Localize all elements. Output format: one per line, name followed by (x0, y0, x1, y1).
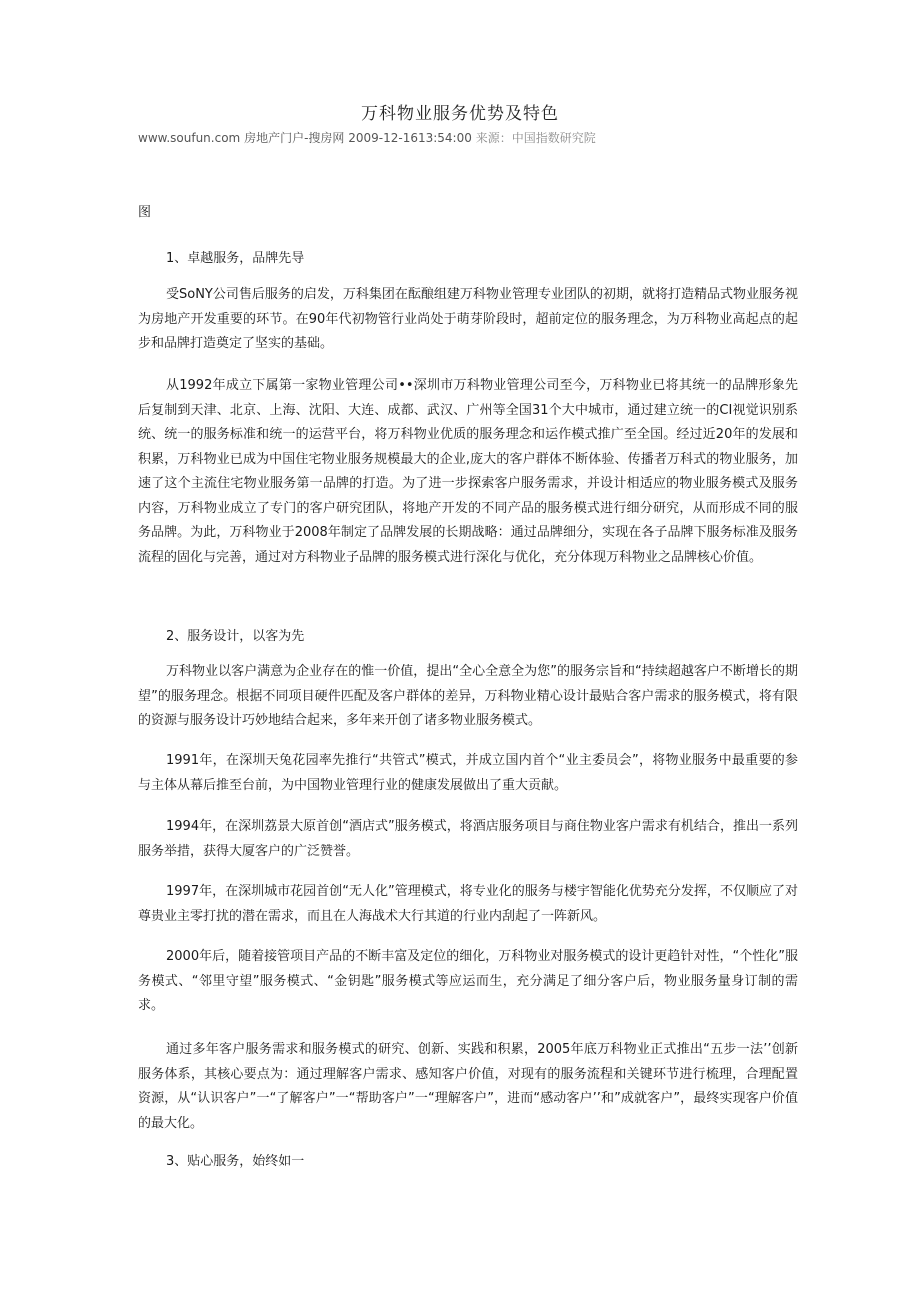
paragraph-2-4: 1997年，在深圳城市花园首创“无人化”管理模式，将专业化的服务与楼宇智能化优势充分发挥，不仅顺应了对尊贵业主零打扰的潜在需求，而且在人海战术大行其道的行业内刮起了一阵新风。 (138, 884, 798, 924)
paragraph-2-2: 1991年，在深圳天兔花园率先推行“共管式”模式，并成立国内首个“业主委员会”，将物业服务中最重要的参与主体从幕后推至台前，为中国物业管理行业的健康发展做出了重大贡献。 (138, 753, 798, 793)
paragraph-2-1: 万科物业以客户满意为企业存在的惟一价值，提出“全心全意全为您”的服务宗旨和“持续超越客户不断增长的期望”的服务理念。根据不同项目硬件匹配及客户群体的差异，万科物业精心设计最贴合客户需求的服务模式，将有限的资源与服务设计巧妙地结合起来，多年来开创了诸多物业服务模式。 (138, 664, 798, 728)
publish-datetime: 2009-12-1613:54:00 (348, 131, 472, 145)
section-heading-1: 1、卓越服务，品牌先导 (166, 251, 305, 266)
article-meta (138, 129, 596, 146)
site-name: 房地产门户-搜房网 (244, 131, 345, 145)
article-title: 万科物业服务优势及特色 (361, 104, 559, 124)
paragraph-1-1: 受SoNY公司售后服务的启发，万科集团在酝酿组建万科物业管理专业团队的初期，就将打造精品式物业服务视为房地产开发重要的环节。在90年代初物管行业尚处于萌芽阶段时，超前定位的服务理念，为万科物业高起点的起步和品牌打造奠定了坚实的基础。 (138, 287, 798, 351)
paragraph-2-5: 2000年后，随着接管项目产品的不断丰富及定位的细化，万科物业对服务模式的设计更趋针对性，“个性化”服务模式、“邻里守望”服务模式、“金钥匙”服务模式等应运而生，充分满足了细分客户后，物业服务量身订制的需求。 (138, 949, 798, 1013)
section-heading-3: 3、贴心服务，始终如一 (166, 1154, 305, 1169)
article-source: 来源：中国指数研究院 (475, 131, 596, 145)
section-heading-2: 2、服务设计，以客为先 (166, 629, 305, 644)
paragraph-2-3: 1994年，在深圳荔景大原首创“酒店式”服务模式，将酒店服务项目与商住物业客户需求有机结合，推出一系列服务举措，获得大厦客户的广泛赞誉。 (138, 819, 798, 859)
source-url-link[interactable]: www.soufun.com (138, 131, 241, 145)
paragraph-1-2: 从1992年成立下属第一家物业管理公司••深圳市万科物业管理公司至今，万科物业已将其统一的品牌形象先后复制到天津、北京、上海、沈阳、大连、成都、武汉、广州等全国31个大中城市，通过建立统一的CI视觉识别系统、统一的服务标准和统一的运营平台，将万科物业优质的服务理念和运作模式推广至全国。经过近20年的发展和积累，万科物业已成为中国住宅物业服务规模最大的企业,庞大的客户群体不断体验、传播者万科式的物业服务，加速了这个主流住宅物业服务第一品牌的打造。为了进一步探索客户服务需求，并设计相适应的物业服务模式及服务内容，万科物业成立了专门的客户研究团队，将地产开发的不同产品的服务模式进行细分研究，从而形成不同的服务品牌。为此，万科物业于2008年制定了品牌发展的长期战略：通过品牌细分，实现在各子品牌下服务标准及服务流程的固化与完善，通过对方科物业子品牌的服务模式进行深化与优化，充分体现万科物业之品牌核心价值。 (138, 378, 798, 565)
image-placeholder-label: 图 (138, 205, 152, 220)
paragraph-2-6: 通过多年客户服务需求和服务模式的研究、创新、实践和积累，2005年底万科物业正式推出“五步一法’’创新服务体系，其核心要点为：通过理解客户需求、感知客户价值，对现有的服务流程和关键环节进行梳理，合理配置资源，从“认识客户”一“了解客户”一“帮助客户”一“理解客户”，进而“感动客户’’和”成就客户”，最终实现客户价值的最大化。 (138, 1042, 798, 1131)
